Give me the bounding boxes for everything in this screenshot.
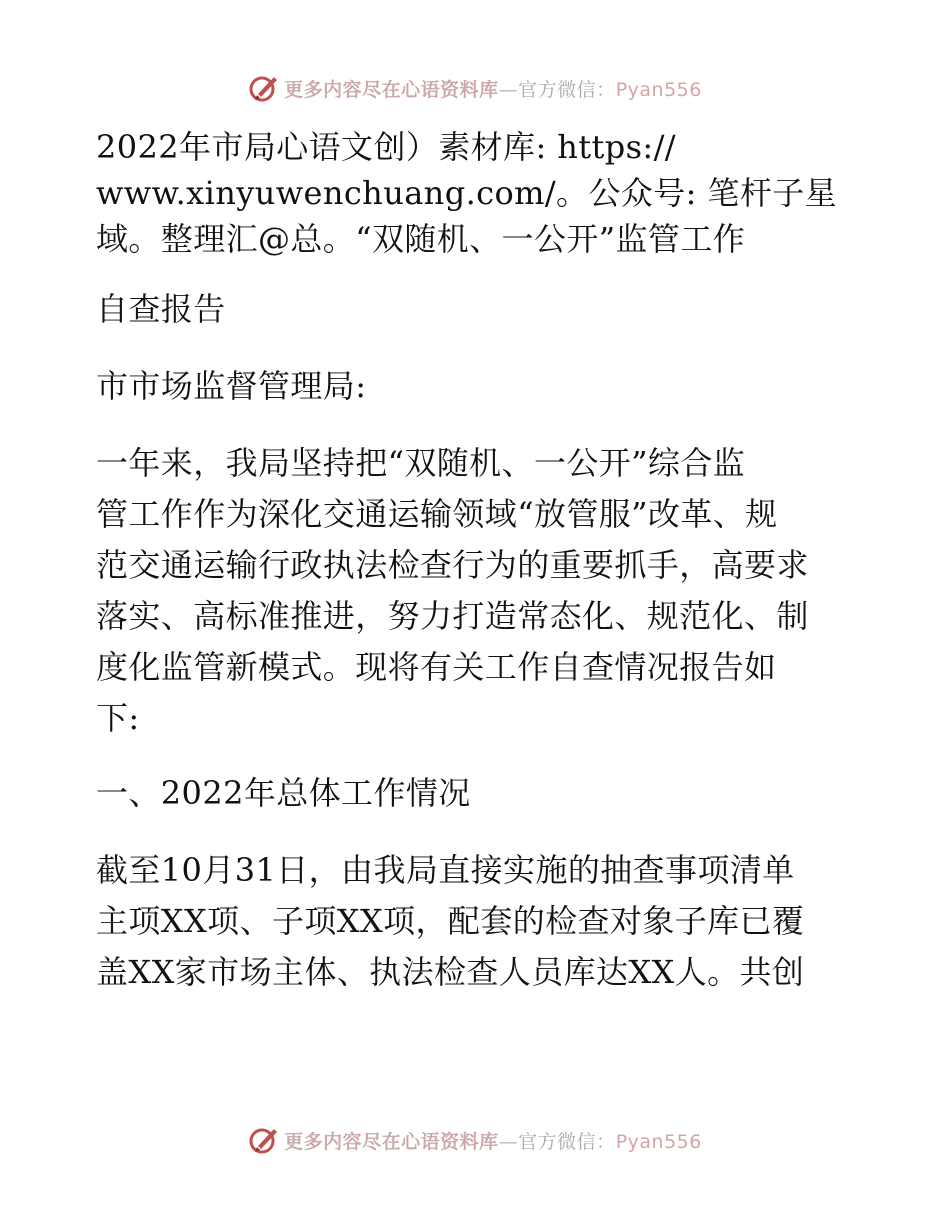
header-watermark <box>0 68 950 108</box>
watermark-colon: ： <box>596 1130 616 1153</box>
addressee: 市市场监督管理局: <box>96 367 367 405</box>
watermark-dash: — <box>498 78 519 101</box>
watermark-official-label: 官方微信 <box>518 1130 597 1153</box>
paragraph-line: 主项XX项、子项XX项，配套的检查对象子库已覆 <box>96 902 805 940</box>
section-heading: 一、2022年总体工作情况 <box>96 774 471 812</box>
paragraph-line: 截至10月31日，由我局直接实施的抽查事项清单 <box>96 851 795 889</box>
paragraph-line: 落实、高标准推进，努力打造常态化、规范化、制 <box>96 597 809 635</box>
watermark-colon: ： <box>596 78 616 101</box>
paragraph-line: 管工作作为深化交通运输领域“放管服”改革、规 <box>96 495 778 533</box>
document-body <box>96 125 866 994</box>
paragraph-line: 一年来，我局坚持把“双随机、一公开”综合监 <box>96 444 746 482</box>
footer-watermark <box>0 1120 950 1160</box>
watermark-text <box>284 1127 702 1154</box>
paragraph-line: 范交通运输行政执法检查行为的重要抓手，高要求 <box>96 546 809 584</box>
intro-line: 2022年市局心语文创）素材库: https:// <box>96 128 676 166</box>
paragraph-line: 下: <box>96 699 140 737</box>
intro-line: www.xinyuwenchuang.com/。公众号: 笔杆子星 <box>96 174 838 212</box>
watermark-dash: — <box>498 1130 519 1153</box>
intro-line: 域。整理汇@总。“双随机、一公开”监管工作 <box>96 220 746 258</box>
watermark-main-text: 更多内容尽在心语资料库 <box>284 1130 499 1153</box>
watermark-official-label: 官方微信 <box>518 78 597 101</box>
quill-pen-logo-icon <box>248 1124 280 1156</box>
watermark-wechat-id: Pyan556 <box>615 1130 702 1153</box>
document-title: 自查报告 <box>96 290 226 328</box>
watermark-wechat-id: Pyan556 <box>615 78 702 101</box>
quill-pen-logo-icon <box>248 72 280 104</box>
paragraph-line: 度化监管新模式。现将有关工作自查情况报告如 <box>96 648 777 686</box>
watermark-main-text: 更多内容尽在心语资料库 <box>284 78 499 101</box>
paragraph-line: 盖XX家市场主体、执法检查人员库达XX人。共创 <box>96 953 805 991</box>
watermark-text <box>284 75 702 102</box>
